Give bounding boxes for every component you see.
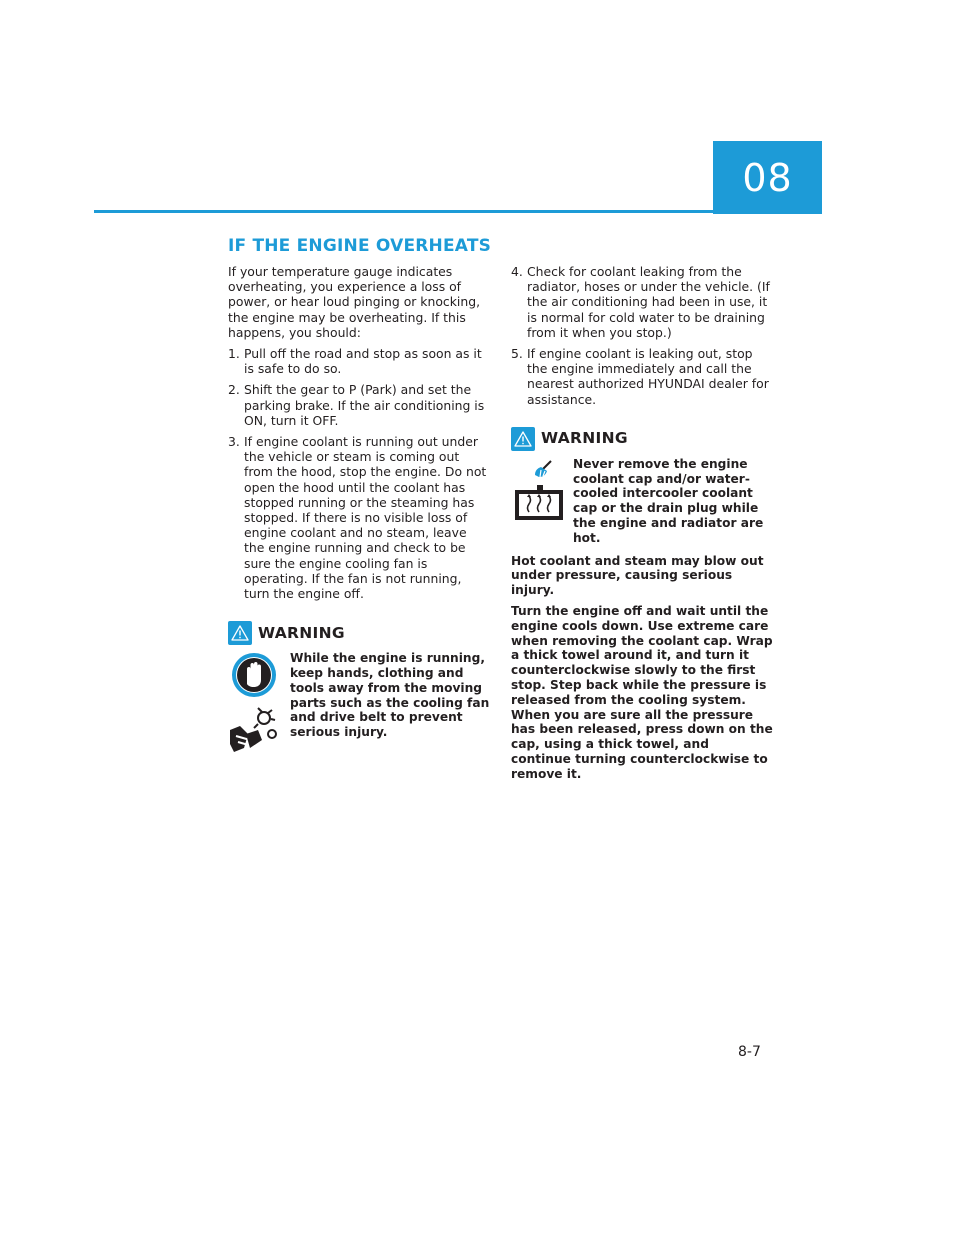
step-number: 4.	[511, 264, 523, 279]
intro-paragraph: If your temperature gauge indicates overheating, you experience a loss of power, or hear loud pinging or knocking, the engine may be overheating. If this happens, you should:	[228, 264, 481, 340]
step-number: 3.	[228, 434, 240, 450]
step-number: 5.	[511, 346, 523, 362]
chapter-number: 08	[742, 155, 793, 200]
hot-radiator-icon	[511, 484, 567, 522]
steps-list-right	[511, 264, 773, 407]
left-column	[228, 264, 490, 758]
list-item	[228, 382, 490, 428]
warning-paragraph: Turn the engine off and wait until the engine cools down. Use extreme care when removing the coolant cap. Wrap a thick towel around it, and turn it counterclockwise slowly to the first stop. Step back while the pressure is released from the cooling system. When you are sure all the pressure has been released, press down on the cap, using a thick towel, and continue turning counterclockwise to remove it.	[511, 604, 773, 781]
warning-header	[511, 427, 773, 451]
hot-coolant-cap-icon	[511, 457, 563, 479]
warning-triangle-icon	[228, 621, 252, 645]
warning-title: WARNING	[258, 623, 345, 642]
step-text: Shift the gear to P (Park) and set the parking brake. If the air conditioning is ON, turn it OFF.	[244, 382, 485, 428]
warning-paragraph: Hot coolant and steam may blow out under pressure, causing serious injury.	[511, 553, 764, 598]
warning-box-right	[511, 427, 773, 782]
right-column	[511, 264, 773, 788]
warning-pictograms	[228, 651, 284, 757]
warning-lead-text: Never remove the engine coolant cap and/or water-cooled intercooler coolant cap or the drain plug while the engine and radiator are hot.	[573, 456, 764, 545]
header-rule	[94, 210, 713, 213]
list-item	[511, 346, 773, 407]
step-number: 1.	[228, 346, 240, 362]
step-text: Pull off the road and stop as soon as it is safe to do so.	[244, 346, 482, 377]
step-number: 2.	[228, 382, 240, 398]
step-text: If engine coolant is leaking out, stop the engine immediately and call the nearest authorized HYUNDAI dealer for assistance.	[527, 346, 769, 407]
chapter-tab	[713, 141, 822, 214]
warning-triangle-icon	[511, 427, 535, 451]
fan-belt-hazard-icon	[228, 704, 280, 754]
section-title: IF THE ENGINE OVERHEATS	[228, 236, 492, 256]
stop-hand-icon	[228, 651, 280, 699]
warning-body	[511, 457, 773, 546]
warning-body	[228, 651, 490, 757]
warning-title: WARNING	[541, 429, 628, 448]
list-item	[228, 346, 490, 376]
warning-box-left	[228, 621, 490, 757]
steps-list-left	[228, 346, 490, 601]
step-text: If engine coolant is running out under the vehicle or steam is coming out from the hood, stop the engine. Do not open the hood until the coolant has stopped running or the steaming has stopped. If there is no visible loss of engine coolant and no steam, leave the engine running and check to be sure the engine cooling fan is operating. If the fan is not running, turn the engine off.	[244, 434, 487, 602]
list-item	[511, 264, 773, 340]
page-number: 8-7	[738, 1044, 761, 1060]
warning-header	[228, 621, 490, 645]
warning-pictograms	[511, 457, 567, 546]
list-item	[228, 434, 490, 601]
step-text: Check for coolant leaking from the radiator, hoses or under the vehicle. (If the air conditioning had been in use, it is normal for cold water to be draining from it when you stop.)	[527, 264, 770, 340]
warning-text: While the engine is running, keep hands, clothing and tools away from the moving parts such as the cooling fan and drive belt to prevent serious injury.	[290, 651, 490, 740]
